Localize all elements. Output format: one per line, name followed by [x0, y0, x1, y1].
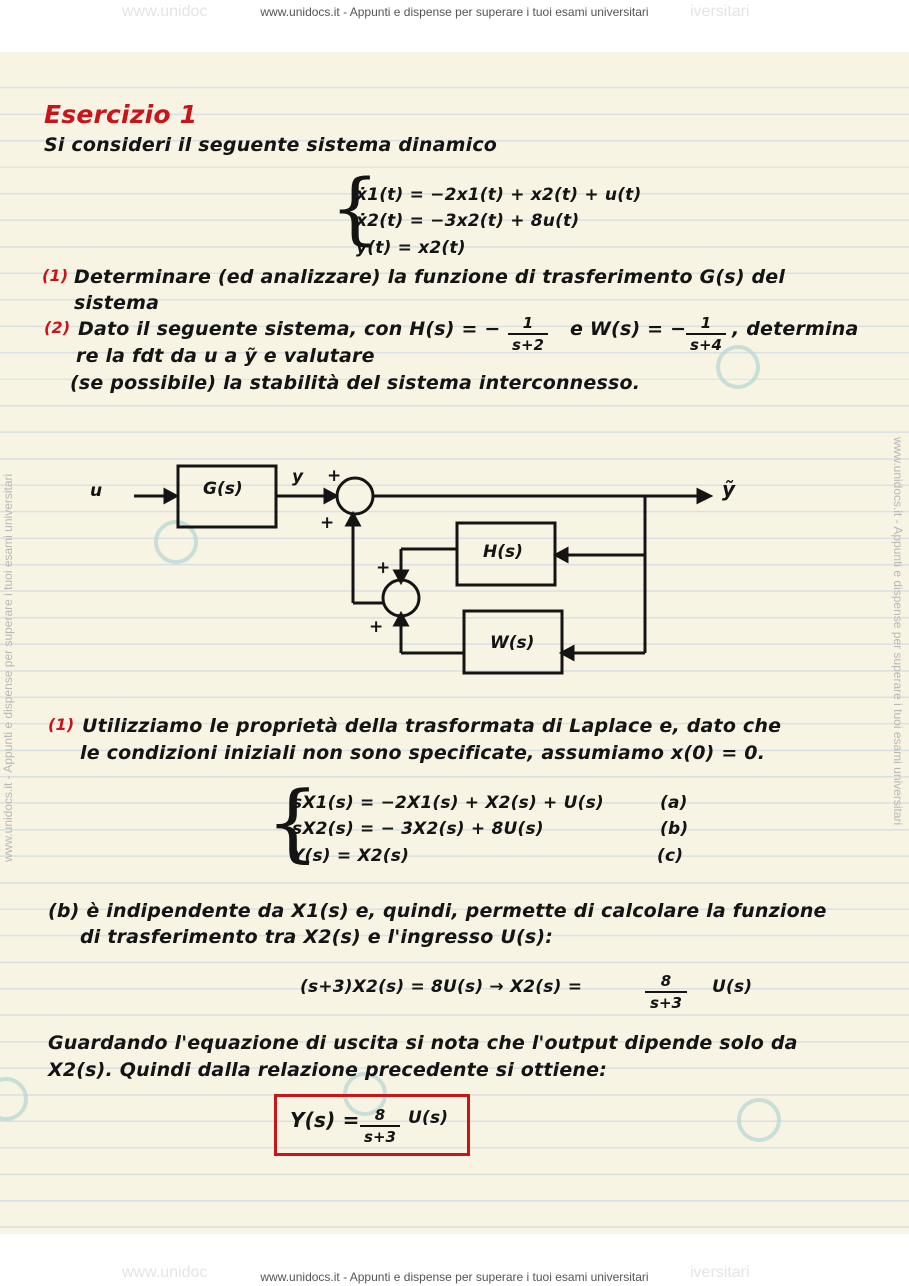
- q2-line-3: (se possibile) la stabilità del sistema interconnesso.: [70, 372, 641, 394]
- arrow-head: [556, 549, 567, 561]
- q2-line-1c: , determina: [732, 318, 859, 340]
- system-eq-3: y(t) = x2(t): [356, 238, 466, 258]
- result-rhs: U(s): [408, 1108, 449, 1128]
- result-lhs: Y(s) =: [290, 1108, 360, 1132]
- arrow-head: [698, 490, 710, 502]
- b-line-2: di trasferimento tra X2(s) e l'ingresso U(s):: [80, 926, 554, 948]
- block-G-label: G(s): [203, 479, 243, 499]
- fraction-W: $\frac{1}{s+4}$: [686, 314, 726, 354]
- y-label: y: [292, 467, 304, 487]
- block-W-label: W(s): [490, 633, 535, 653]
- watermark-ghost-left: www.unidoc: [122, 1264, 208, 1281]
- block-H-label: H(s): [483, 542, 523, 562]
- system-eq-2: ẋ2(t) = −3x2(t) + 8u(t): [356, 211, 580, 231]
- watermark-ghost-right: iversitari: [690, 1264, 750, 1281]
- arrow-head: [347, 514, 359, 525]
- laplace-tag-a: (a): [660, 793, 688, 813]
- q1-line-2: sistema: [74, 292, 160, 314]
- watermark-right-side: www.unidocs.it - Appunti e dispense per superare i tuoi esami universitari: [891, 437, 905, 826]
- watermark-bottom: www.unidocs.it - Appunti e dispense per superare i tuoi esami universitari: [260, 1270, 649, 1284]
- laplace-tag-b: (b): [660, 819, 689, 839]
- fraction-tf: $\frac{8}{s+3}$: [645, 972, 687, 1012]
- arrow-head: [562, 647, 573, 659]
- sum-junction-2: [383, 580, 419, 616]
- q1-line-1: Determinare (ed analizzare) la funzione di trasferimento G(s) del: [74, 266, 786, 288]
- watermark-top: www.unidocs.it - Appunti e dispense per superare i tuoi esami universitari: [260, 5, 649, 19]
- output-line-1: Guardando l'equazione di uscita si nota che l'output dipende solo da: [48, 1032, 798, 1054]
- fraction-H: $\frac{1}{s+2}$: [508, 314, 548, 354]
- arrow-head: [325, 490, 336, 502]
- sum2-plus-bottom: +: [369, 617, 384, 637]
- q1-marker: (1): [42, 266, 69, 285]
- q2-line-1a: Dato il seguente sistema, con H(s) = −: [78, 318, 501, 340]
- laplace-brace: {: [266, 773, 320, 871]
- watermark-ghost-right: iversitari: [690, 3, 750, 20]
- sum1-plus-bottom: +: [320, 513, 335, 533]
- sum2-plus-top: +: [376, 558, 391, 578]
- exercise-title: Esercizio 1: [44, 100, 198, 129]
- b-line-1: (b) è indipendente da X1(s) e, quindi, permette di calcolare la funzione: [48, 900, 827, 922]
- laplace-tag-c: (c): [657, 846, 684, 866]
- solution-marker: (1): [48, 715, 75, 734]
- laplace-eq-b: sX2(s) = − 3X2(s) + 8U(s): [292, 819, 544, 839]
- output-label: ỹ: [722, 477, 736, 501]
- solution-line-1: Utilizziamo le proprietà della trasformata di Laplace e, dato che: [82, 715, 782, 737]
- input-label: u: [90, 481, 103, 501]
- arrow-head: [165, 490, 176, 502]
- watermark-ghost-left: www.unidoc: [122, 3, 208, 20]
- q2-line-1b: e W(s) = −: [570, 318, 687, 340]
- tf-rhs: U(s): [712, 977, 753, 997]
- system-eq-1: ẋ1(t) = −2x1(t) + x2(t) + u(t): [356, 185, 642, 205]
- q2-marker: (2): [44, 318, 71, 337]
- solution-line-2: le condizioni iniziali non sono specificate, assumiamo x(0) = 0.: [80, 742, 766, 764]
- tf-lhs: (s+3)X2(s) = 8U(s) → X2(s) =: [300, 977, 583, 997]
- fraction-result: $\frac{8}{s+3}$: [360, 1106, 400, 1146]
- q2-line-2: re la fdt da u a ỹ e valutare: [76, 345, 375, 367]
- system-brace: {: [330, 164, 380, 254]
- watermark-left-side: www.unidocs.it - Appunti e dispense per superare i tuoi esami universitari: [1, 473, 15, 862]
- output-line-2: X2(s). Quindi dalla relazione precedente si ottiene:: [48, 1059, 608, 1081]
- exercise-intro: Si consideri il seguente sistema dinamico: [44, 134, 498, 156]
- laplace-eq-c: Y(s) = X2(s): [292, 846, 410, 866]
- laplace-eq-a: sX1(s) = −2X1(s) + X2(s) + U(s): [292, 793, 604, 813]
- sum1-plus-top: +: [327, 466, 342, 486]
- sum-junction-1: [337, 478, 373, 514]
